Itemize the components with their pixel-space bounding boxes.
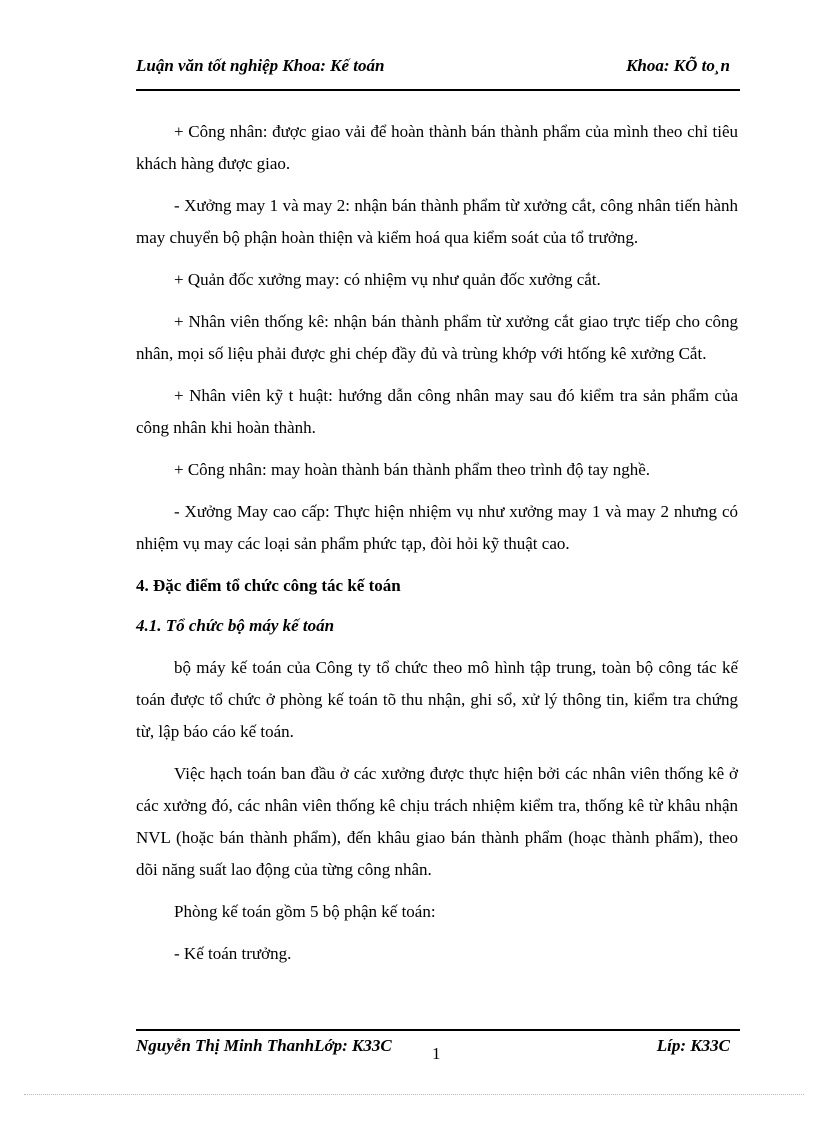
paragraph-initial-accounting: Việc hạch toán ban đầu ở các xưởng được thực hiện bởi các nhân viên thống kê ở các xưởng đó, các nhân viên thống kê chịu trách nhiệm kiểm tra, thống kê từ khâu nhận NVL (hoặc bán thành phẩm), đến khâu giao bán thành phẩm (hoạc thành phẩm), theo dõi năng suất lao động của từng công nhân.: [136, 764, 738, 879]
footer-right-text: Líp: K33C: [656, 1036, 730, 1055]
list-item-chief-accountant: - Kế toán trưởng.: [174, 944, 292, 963]
paragraph-sewing-workshops: - Xưởng may 1 và may 2: nhận bán thành phẩm từ xưởng cắt, công nhân tiến hành may chuyển bộ phận hoàn thiện và kiểm hoá qua kiểm soát của tổ trưởng.: [136, 196, 738, 247]
paragraph-workers-sewing: + Công nhân: may hoàn thành bán thành phẩm theo trình độ tay nghề.: [174, 460, 651, 479]
page-footer: [136, 1036, 740, 1064]
header-right-text: Khoa: KÕ to¸n: [626, 56, 730, 75]
paragraph-sewing-foreman: + Quản đốc xưởng may: có nhiệm vụ như quản đốc xưởng cắt.: [174, 270, 601, 289]
paragraph-statistics-staff: + Nhân viên thống kê: nhận bán thành phẩm từ xưởng cắt giao trực tiếp cho công nhân, mọi số liệu phải được ghi chép đầy đủ và trùng khớp với htống kê xưởng Cắt.: [136, 312, 738, 363]
footer-rule: [136, 1029, 740, 1031]
header-left-text: Luận văn tốt nghiệp Khoa: Kế toán: [136, 56, 385, 75]
paragraph-technical-staff: + Nhân viên kỹ t huật: hướng dẫn công nhân may sau đó kiểm tra sản phẩm của công nhân khi hoàn thành.: [136, 386, 738, 437]
header-rule: [136, 89, 740, 91]
subsection-heading-4-1: 4.1. Tổ chức bộ máy kế toán: [136, 616, 335, 635]
paragraph-workers-cutting: + Công nhân: được giao vải để hoàn thành bán thành phẩm của mình theo chỉ tiêu khách hàng được giao.: [136, 122, 738, 173]
page-boundary-dotted-line: [24, 1094, 804, 1095]
section-heading-4: 4. Đặc điểm tổ chức công tác kế toán: [136, 576, 401, 595]
document-body: [136, 116, 738, 970]
page-number: 1: [432, 1044, 441, 1063]
paragraph-premium-workshop: - Xưởng May cao cấp: Thực hiện nhiệm vụ như xưởng may 1 và may 2 nhưng có nhiệm vụ may các loại sản phẩm phức tạp, đòi hỏi kỹ thuật cao.: [136, 502, 738, 553]
paragraph-accounting-departments: Phòng kế toán gồm 5 bộ phận kế toán:: [174, 902, 436, 921]
footer-left-text: Nguyễn Thị Minh ThanhLớp: K33C: [136, 1036, 392, 1055]
page-header: [136, 56, 740, 80]
paragraph-accounting-structure: bộ máy kế toán của Công ty tổ chức theo mô hình tập trung, toàn bộ công tác kế toán được tổ chức ở phòng kế toán tõ thu nhận, ghi sổ, xử lý thông tin, kiểm tra chứng từ, lập báo cáo kế toán.: [136, 658, 738, 741]
